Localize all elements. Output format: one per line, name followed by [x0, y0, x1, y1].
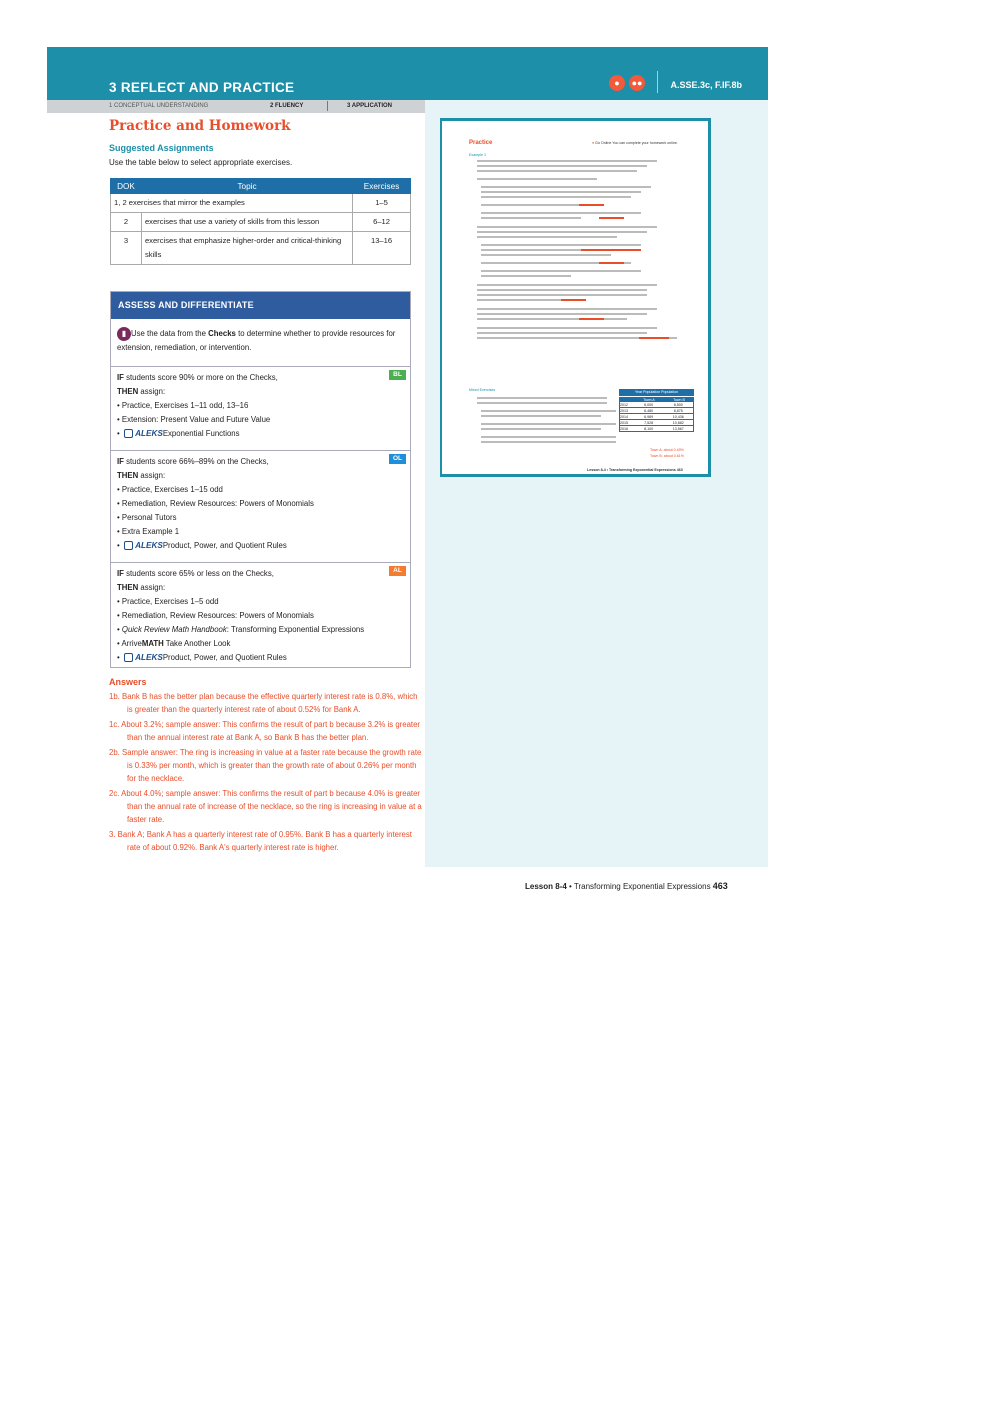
col-topic: Topic [141, 179, 352, 194]
go-online-text: Go Online You can complete your homework online. [595, 141, 678, 145]
col-exercises: Exercises [353, 179, 411, 194]
if-label: IF [117, 569, 124, 578]
list-item: • Practice, Exercises 1–11 odd, 13–16 [117, 401, 249, 410]
then-label: THEN [117, 471, 139, 480]
dok-value: 2 [111, 213, 142, 232]
thumb-cell: 7,528 [644, 421, 654, 425]
thumb-cell: 8,500 [673, 403, 683, 407]
suggested-intro: Use the table below to select appropriate exercises. [109, 158, 293, 167]
arrive-text: • Arrive [117, 639, 142, 648]
aleks-logo: ALEKS [135, 429, 163, 438]
qr-handbook-topic: : Transforming Exponential Expressions [226, 625, 365, 634]
step-conceptual: 1 CONCEPTUAL UNDERSTANDING [109, 103, 209, 109]
if-text: students score 90% or more on the Checks, [123, 373, 278, 382]
thumb-go-online: ● Go Online You can complete your homework online. [592, 141, 678, 145]
footer-bullet: • [566, 882, 574, 891]
assign-text: assign: [138, 387, 166, 396]
list-item: • Extra Example 1 [117, 527, 180, 536]
thumb-cell: 10,882 [672, 421, 684, 425]
thumb-population-table [619, 389, 694, 432]
suggested-assignments-heading: Suggested Assignments [109, 143, 214, 153]
arrive-rest: Take Another Look [163, 639, 231, 648]
page-title: Practice and Homework [109, 118, 291, 134]
thumb-col: Town A [643, 398, 655, 402]
list-item: • Practice, Exercises 1–5 odd [117, 597, 219, 606]
tier-approaching-level [111, 562, 410, 667]
page-number: 463 [712, 881, 728, 891]
row-dok-topic [111, 194, 353, 213]
answer-item: 2c. About 4.0%; sample answer: This confirms the result of part b because 4.0% is greater than the annual rate of increase of the necklace, so the ring is increasing in value at a faster rate. [109, 789, 422, 824]
col-dok: DOK [111, 179, 142, 194]
topic-value: exercises that emphasize higher-order and critical-thinking skills [141, 232, 352, 265]
assess-heading: ASSESS AND DIFFERENTIATE [111, 292, 410, 319]
thumb-cell: 2013 [620, 409, 628, 413]
group-icon: ●● [629, 75, 645, 91]
answer-item: 3. Bank A; Bank A has a quarterly interest rate of 0.95%. Bank B has a quarterly interest rate of about 0.92%. Bank A's quarterly interest rate is higher. [109, 830, 412, 852]
list-item: • Extension: Present Value and Future Value [117, 415, 271, 424]
thumb-table-title: Year Population Population [619, 389, 694, 396]
thumb-footer: Lesson 8-4 • Transforming Exponential Expressions 463 [587, 468, 683, 472]
thumb-cell: 2014 [620, 415, 628, 419]
aleks-icon [124, 541, 133, 550]
individual-icon: ● [609, 75, 625, 91]
intro-text-rest: to determine whether to provide resources for extension, remediation, or intervention. [117, 329, 396, 353]
if-label: IF [117, 373, 124, 382]
thumb-cell: 6,000 [644, 403, 654, 407]
assess-intro [111, 319, 410, 361]
aleks-topic: Product, Power, and Quotient Rules [162, 653, 287, 662]
thumb-text-lines [469, 160, 694, 385]
topic-value: exercises that use a variety of skills from this lesson [141, 213, 352, 232]
exercises-value: 1–5 [353, 194, 411, 213]
if-label: IF [117, 457, 124, 466]
assess-differentiate-box [110, 291, 411, 668]
lesson-steps-bar [47, 100, 425, 113]
thumb-cell: 6,480 [644, 409, 654, 413]
list-item [117, 637, 404, 651]
list-item: • ALEKSExponential Functions [117, 429, 240, 438]
thumb-col: Town B [673, 398, 685, 402]
bl-badge: BL [389, 370, 406, 380]
thumb-cell: 13,567 [672, 427, 684, 431]
aleks-icon [124, 653, 133, 662]
answers-heading: Answers [109, 677, 147, 687]
if-text: students score 66%–89% on the Checks, [123, 457, 269, 466]
thumb-mixed-exercises: Mixed Exercises [469, 388, 496, 392]
student-page-thumbnail [440, 118, 711, 477]
divider [657, 71, 658, 93]
dok-value: 3 [111, 232, 142, 265]
intro-checks: Checks [208, 329, 236, 339]
aleks-logo: ALEKS [135, 541, 163, 550]
assign-text: assign: [138, 583, 166, 592]
thumb-cell: 2016 [620, 427, 628, 431]
step-fluency: 2 FLUENCY [270, 103, 304, 109]
thumb-cell: 8,875 [673, 409, 683, 413]
dok-table [110, 178, 411, 265]
thumb-town-a: Town A: about 0.49% [650, 448, 684, 452]
answer-item: 1c. About 3.2%; sample answer: This confirms the result of part b because 3.2% is greater than the annual interest rate at Bank A, so Bank B has the better plan. [109, 720, 421, 742]
thumb-cell: 10,436 [672, 415, 684, 419]
thumb-heading: Practice [469, 140, 493, 146]
footer-lesson: Lesson 8-4 [525, 882, 567, 891]
dok-value: 1, 2 [114, 198, 127, 207]
section-header [47, 47, 768, 100]
thumb-problem-lines [469, 397, 619, 457]
thumb-example: Example 1 [469, 153, 486, 157]
tier-on-level [111, 450, 410, 562]
exercises-value: 6–12 [353, 213, 411, 232]
thumb-town-b: Town B: about 0.61% [650, 454, 684, 458]
page-footer [525, 881, 728, 891]
thumb-cell: 8,100 [644, 427, 654, 431]
thumb-cell: 2012 [620, 403, 628, 407]
al-badge: AL [389, 566, 406, 576]
thumb-table-row [619, 426, 694, 432]
list-item: • Remediation, Review Resources: Powers of Monomials [117, 499, 314, 508]
aleks-topic: Product, Power, and Quotient Rules [162, 541, 287, 550]
thumb-cell: 6,989 [644, 415, 654, 419]
section-title: 3 REFLECT AND PRACTICE [109, 80, 295, 95]
step-application: 3 APPLICATION [347, 103, 393, 109]
intro-text: Use the data from the [131, 329, 209, 339]
step-divider [327, 101, 328, 111]
answer-item: 1b. Bank B has the better plan because the effective quarterly interest rate is 0.8%, which is greater than the quarterly interest rate of about 0.52% for Bank A. [109, 692, 418, 714]
arrive-math: MATH [141, 639, 164, 648]
ol-badge: OL [389, 454, 406, 464]
then-label: THEN [117, 583, 139, 592]
table-row [111, 213, 411, 232]
standards-label: A.SSE.3c, F.IF.8b [670, 80, 742, 90]
aleks-logo: ALEKS [135, 653, 163, 662]
qr-handbook-title: Quick Review Math Handbook [121, 625, 227, 634]
tier-beyond-level [111, 366, 410, 452]
thumb-cell: 2015 [620, 421, 628, 425]
bar-chart-icon: ▮ [117, 327, 131, 341]
list-item: • Remediation, Review Resources: Powers of Monomials [117, 611, 314, 620]
assign-text: assign: [138, 471, 166, 480]
thumb-table-rows [619, 402, 694, 432]
table-row [111, 232, 411, 265]
footer-title: Transforming Exponential Expressions [573, 882, 713, 891]
exercises-value: 13–16 [353, 232, 411, 265]
answers-list [109, 690, 424, 856]
list-item: • ALEKSProduct, Power, and Quotient Rules [117, 653, 287, 662]
answer-item: 2b. Sample answer: The ring is increasing in value at a faster rate because the growth rate is 0.33% per month, which is greater than the growth rate of about 0.26% per month for the necklace. [109, 748, 422, 783]
if-text: students score 65% or less on the Checks, [123, 569, 274, 578]
list-item: • Personal Tutors [117, 513, 177, 522]
list-item: • Practice, Exercises 1–15 odd [117, 485, 223, 494]
aleks-topic: Exponential Functions [162, 429, 240, 438]
topic-value: exercises that mirror the examples [128, 198, 245, 207]
aleks-icon [124, 429, 133, 438]
then-label: THEN [117, 387, 139, 396]
table-row [111, 194, 411, 213]
list-item: • Quick Review Math Handbook: Transforming Exponential Expressions [117, 625, 365, 634]
list-item: • ALEKSProduct, Power, and Quotient Rules [117, 541, 287, 550]
